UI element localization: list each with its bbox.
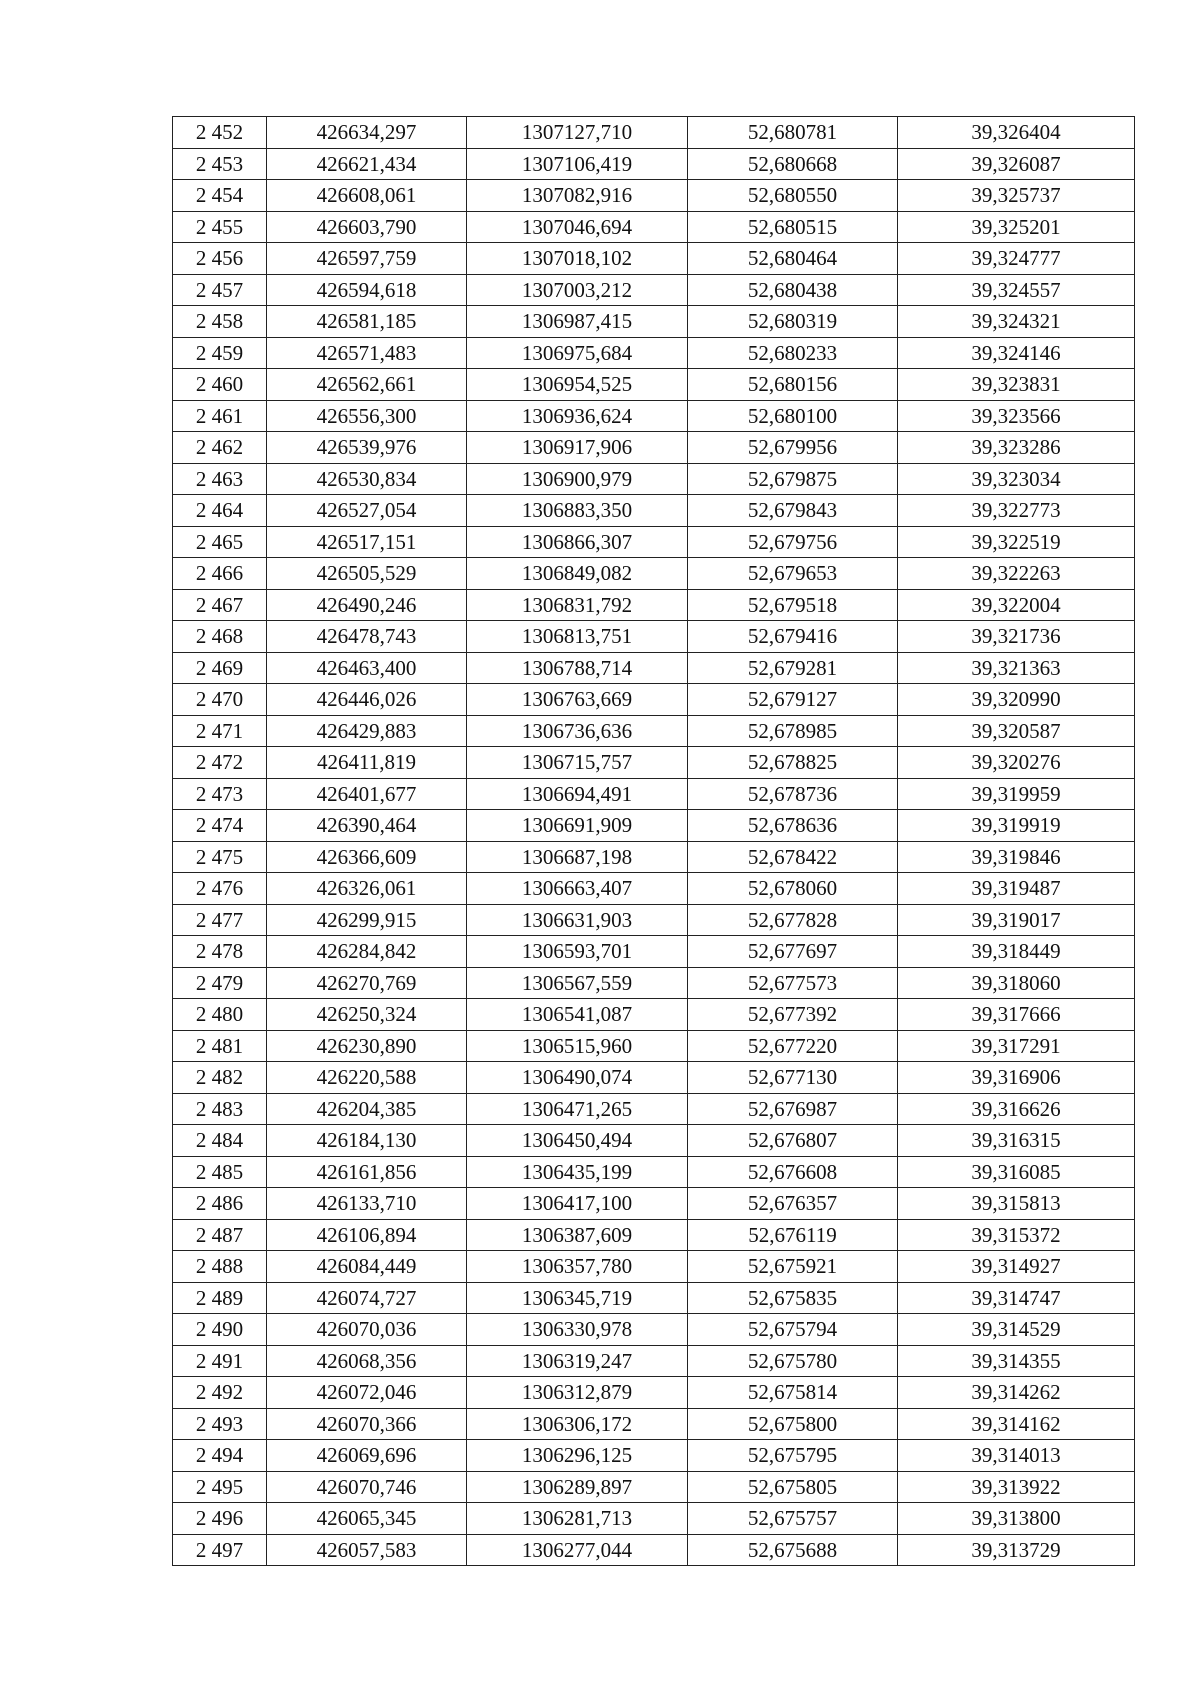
x-coordinate-cell: 426366,609: [267, 841, 467, 873]
y-coordinate-cell: 1306312,879: [467, 1377, 688, 1409]
point-number-cell: 2 464: [173, 495, 267, 527]
y-coordinate-cell: 1306593,701: [467, 936, 688, 968]
table-row: [173, 1440, 1135, 1472]
table-row: [173, 1503, 1135, 1535]
x-coordinate-cell: 426411,819: [267, 747, 467, 779]
table-row: [173, 589, 1135, 621]
point-number-cell: 2 492: [173, 1377, 267, 1409]
x-coordinate-cell: 426106,894: [267, 1219, 467, 1251]
y-coordinate-cell: 1307082,916: [467, 180, 688, 212]
x-coordinate-cell: 426562,661: [267, 369, 467, 401]
x-coordinate-cell: 426284,842: [267, 936, 467, 968]
table-row: [173, 1156, 1135, 1188]
x-coordinate-cell: 426603,790: [267, 211, 467, 243]
point-number-cell: 2 473: [173, 778, 267, 810]
y-coordinate-cell: 1306319,247: [467, 1345, 688, 1377]
y-coordinate-cell: 1306866,307: [467, 526, 688, 558]
latitude-cell: 52,675795: [688, 1440, 898, 1472]
y-coordinate-cell: 1306515,960: [467, 1030, 688, 1062]
latitude-cell: 52,678985: [688, 715, 898, 747]
y-coordinate-cell: 1307018,102: [467, 243, 688, 275]
x-coordinate-cell: 426184,130: [267, 1125, 467, 1157]
latitude-cell: 52,675688: [688, 1534, 898, 1566]
point-number-cell: 2 487: [173, 1219, 267, 1251]
coordinates-table-body: [173, 117, 1135, 1566]
latitude-cell: 52,675757: [688, 1503, 898, 1535]
point-number-cell: 2 466: [173, 558, 267, 590]
table-row: [173, 936, 1135, 968]
table-row: [173, 1534, 1135, 1566]
x-coordinate-cell: 426429,883: [267, 715, 467, 747]
y-coordinate-cell: 1306567,559: [467, 967, 688, 999]
longitude-cell: 39,314162: [898, 1408, 1135, 1440]
latitude-cell: 52,676119: [688, 1219, 898, 1251]
y-coordinate-cell: 1306296,125: [467, 1440, 688, 1472]
point-number-cell: 2 484: [173, 1125, 267, 1157]
x-coordinate-cell: 426133,710: [267, 1188, 467, 1220]
x-coordinate-cell: 426634,297: [267, 117, 467, 149]
y-coordinate-cell: 1306987,415: [467, 306, 688, 338]
point-number-cell: 2 491: [173, 1345, 267, 1377]
table-row: [173, 400, 1135, 432]
table-row: [173, 117, 1135, 149]
y-coordinate-cell: 1306490,074: [467, 1062, 688, 1094]
longitude-cell: 39,316315: [898, 1125, 1135, 1157]
table-row: [173, 495, 1135, 527]
table-row: [173, 211, 1135, 243]
table-row: [173, 432, 1135, 464]
y-coordinate-cell: 1306936,624: [467, 400, 688, 432]
y-coordinate-cell: 1307106,419: [467, 148, 688, 180]
x-coordinate-cell: 426401,677: [267, 778, 467, 810]
latitude-cell: 52,675794: [688, 1314, 898, 1346]
longitude-cell: 39,320990: [898, 684, 1135, 716]
x-coordinate-cell: 426597,759: [267, 243, 467, 275]
latitude-cell: 52,680233: [688, 337, 898, 369]
y-coordinate-cell: 1306541,087: [467, 999, 688, 1031]
table-row: [173, 778, 1135, 810]
point-number-cell: 2 476: [173, 873, 267, 905]
x-coordinate-cell: 426250,324: [267, 999, 467, 1031]
x-coordinate-cell: 426161,856: [267, 1156, 467, 1188]
y-coordinate-cell: 1306663,407: [467, 873, 688, 905]
point-number-cell: 2 456: [173, 243, 267, 275]
point-number-cell: 2 463: [173, 463, 267, 495]
longitude-cell: 39,319959: [898, 778, 1135, 810]
latitude-cell: 52,679653: [688, 558, 898, 590]
latitude-cell: 52,678825: [688, 747, 898, 779]
point-number-cell: 2 455: [173, 211, 267, 243]
y-coordinate-cell: 1307127,710: [467, 117, 688, 149]
table-row: [173, 652, 1135, 684]
y-coordinate-cell: 1306763,669: [467, 684, 688, 716]
x-coordinate-cell: 426446,026: [267, 684, 467, 716]
point-number-cell: 2 474: [173, 810, 267, 842]
longitude-cell: 39,314262: [898, 1377, 1135, 1409]
point-number-cell: 2 481: [173, 1030, 267, 1062]
latitude-cell: 52,675805: [688, 1471, 898, 1503]
table-row: [173, 1408, 1135, 1440]
point-number-cell: 2 460: [173, 369, 267, 401]
y-coordinate-cell: 1306306,172: [467, 1408, 688, 1440]
x-coordinate-cell: 426270,769: [267, 967, 467, 999]
x-coordinate-cell: 426070,036: [267, 1314, 467, 1346]
table-row: [173, 558, 1135, 590]
point-number-cell: 2 468: [173, 621, 267, 653]
longitude-cell: 39,318060: [898, 967, 1135, 999]
longitude-cell: 39,321363: [898, 652, 1135, 684]
table-row: [173, 1471, 1135, 1503]
longitude-cell: 39,326404: [898, 117, 1135, 149]
longitude-cell: 39,319487: [898, 873, 1135, 905]
latitude-cell: 52,677130: [688, 1062, 898, 1094]
point-number-cell: 2 469: [173, 652, 267, 684]
y-coordinate-cell: 1306715,757: [467, 747, 688, 779]
table-row: [173, 1125, 1135, 1157]
latitude-cell: 52,679416: [688, 621, 898, 653]
latitude-cell: 52,680550: [688, 180, 898, 212]
x-coordinate-cell: 426057,583: [267, 1534, 467, 1566]
latitude-cell: 52,679756: [688, 526, 898, 558]
y-coordinate-cell: 1307046,694: [467, 211, 688, 243]
x-coordinate-cell: 426070,366: [267, 1408, 467, 1440]
latitude-cell: 52,680668: [688, 148, 898, 180]
table-row: [173, 1345, 1135, 1377]
longitude-cell: 39,314013: [898, 1440, 1135, 1472]
longitude-cell: 39,315372: [898, 1219, 1135, 1251]
y-coordinate-cell: 1306330,978: [467, 1314, 688, 1346]
point-number-cell: 2 482: [173, 1062, 267, 1094]
point-number-cell: 2 454: [173, 180, 267, 212]
table-row: [173, 810, 1135, 842]
point-number-cell: 2 490: [173, 1314, 267, 1346]
longitude-cell: 39,317291: [898, 1030, 1135, 1062]
x-coordinate-cell: 426530,834: [267, 463, 467, 495]
point-number-cell: 2 475: [173, 841, 267, 873]
table-row: [173, 1062, 1135, 1094]
table-row: [173, 369, 1135, 401]
table-row: [173, 747, 1135, 779]
table-row: [173, 337, 1135, 369]
y-coordinate-cell: 1306345,719: [467, 1282, 688, 1314]
table-row: [173, 243, 1135, 275]
table-row: [173, 999, 1135, 1031]
table-row: [173, 1314, 1135, 1346]
y-coordinate-cell: 1306694,491: [467, 778, 688, 810]
x-coordinate-cell: 426084,449: [267, 1251, 467, 1283]
latitude-cell: 52,675814: [688, 1377, 898, 1409]
x-coordinate-cell: 426230,890: [267, 1030, 467, 1062]
longitude-cell: 39,316626: [898, 1093, 1135, 1125]
point-number-cell: 2 452: [173, 117, 267, 149]
y-coordinate-cell: 1306387,609: [467, 1219, 688, 1251]
latitude-cell: 52,675780: [688, 1345, 898, 1377]
longitude-cell: 39,322519: [898, 526, 1135, 558]
latitude-cell: 52,679518: [688, 589, 898, 621]
y-coordinate-cell: 1306631,903: [467, 904, 688, 936]
point-number-cell: 2 467: [173, 589, 267, 621]
latitude-cell: 52,680319: [688, 306, 898, 338]
latitude-cell: 52,676608: [688, 1156, 898, 1188]
x-coordinate-cell: 426069,696: [267, 1440, 467, 1472]
x-coordinate-cell: 426072,046: [267, 1377, 467, 1409]
point-number-cell: 2 495: [173, 1471, 267, 1503]
table-row: [173, 1219, 1135, 1251]
point-number-cell: 2 461: [173, 400, 267, 432]
longitude-cell: 39,319017: [898, 904, 1135, 936]
longitude-cell: 39,314529: [898, 1314, 1135, 1346]
longitude-cell: 39,322263: [898, 558, 1135, 590]
y-coordinate-cell: 1306289,897: [467, 1471, 688, 1503]
longitude-cell: 39,313800: [898, 1503, 1135, 1535]
y-coordinate-cell: 1306900,979: [467, 463, 688, 495]
y-coordinate-cell: 1306471,265: [467, 1093, 688, 1125]
y-coordinate-cell: 1306357,780: [467, 1251, 688, 1283]
y-coordinate-cell: 1307003,212: [467, 274, 688, 306]
longitude-cell: 39,314747: [898, 1282, 1135, 1314]
table-row: [173, 1282, 1135, 1314]
longitude-cell: 39,314927: [898, 1251, 1135, 1283]
longitude-cell: 39,325737: [898, 180, 1135, 212]
point-number-cell: 2 472: [173, 747, 267, 779]
longitude-cell: 39,324321: [898, 306, 1135, 338]
point-number-cell: 2 459: [173, 337, 267, 369]
x-coordinate-cell: 426220,588: [267, 1062, 467, 1094]
y-coordinate-cell: 1306831,792: [467, 589, 688, 621]
latitude-cell: 52,675835: [688, 1282, 898, 1314]
x-coordinate-cell: 426478,743: [267, 621, 467, 653]
x-coordinate-cell: 426299,915: [267, 904, 467, 936]
latitude-cell: 52,678736: [688, 778, 898, 810]
longitude-cell: 39,324146: [898, 337, 1135, 369]
table-row: [173, 1030, 1135, 1062]
latitude-cell: 52,680781: [688, 117, 898, 149]
longitude-cell: 39,316085: [898, 1156, 1135, 1188]
table-row: [173, 274, 1135, 306]
table-row: [173, 180, 1135, 212]
y-coordinate-cell: 1306417,100: [467, 1188, 688, 1220]
table-row: [173, 684, 1135, 716]
table-row: [173, 1093, 1135, 1125]
latitude-cell: 52,680515: [688, 211, 898, 243]
point-number-cell: 2 496: [173, 1503, 267, 1535]
longitude-cell: 39,323831: [898, 369, 1135, 401]
latitude-cell: 52,679875: [688, 463, 898, 495]
y-coordinate-cell: 1306813,751: [467, 621, 688, 653]
table-row: [173, 148, 1135, 180]
table-row: [173, 1377, 1135, 1409]
latitude-cell: 52,676357: [688, 1188, 898, 1220]
longitude-cell: 39,325201: [898, 211, 1135, 243]
coordinates-table: [172, 116, 1135, 1566]
y-coordinate-cell: 1306450,494: [467, 1125, 688, 1157]
y-coordinate-cell: 1306281,713: [467, 1503, 688, 1535]
y-coordinate-cell: 1306975,684: [467, 337, 688, 369]
y-coordinate-cell: 1306883,350: [467, 495, 688, 527]
x-coordinate-cell: 426068,356: [267, 1345, 467, 1377]
y-coordinate-cell: 1306277,044: [467, 1534, 688, 1566]
latitude-cell: 52,679281: [688, 652, 898, 684]
x-coordinate-cell: 426490,246: [267, 589, 467, 621]
y-coordinate-cell: 1306691,909: [467, 810, 688, 842]
x-coordinate-cell: 426594,618: [267, 274, 467, 306]
latitude-cell: 52,680438: [688, 274, 898, 306]
longitude-cell: 39,322004: [898, 589, 1135, 621]
point-number-cell: 2 477: [173, 904, 267, 936]
longitude-cell: 39,323286: [898, 432, 1135, 464]
point-number-cell: 2 479: [173, 967, 267, 999]
point-number-cell: 2 453: [173, 148, 267, 180]
longitude-cell: 39,318449: [898, 936, 1135, 968]
point-number-cell: 2 488: [173, 1251, 267, 1283]
latitude-cell: 52,677697: [688, 936, 898, 968]
table-row: [173, 1188, 1135, 1220]
point-number-cell: 2 494: [173, 1440, 267, 1472]
longitude-cell: 39,313729: [898, 1534, 1135, 1566]
table-row: [173, 526, 1135, 558]
table-row: [173, 904, 1135, 936]
point-number-cell: 2 471: [173, 715, 267, 747]
latitude-cell: 52,675921: [688, 1251, 898, 1283]
longitude-cell: 39,315813: [898, 1188, 1135, 1220]
latitude-cell: 52,677828: [688, 904, 898, 936]
table-row: [173, 967, 1135, 999]
table-row: [173, 621, 1135, 653]
latitude-cell: 52,680100: [688, 400, 898, 432]
table-row: [173, 306, 1135, 338]
point-number-cell: 2 485: [173, 1156, 267, 1188]
latitude-cell: 52,679956: [688, 432, 898, 464]
latitude-cell: 52,675800: [688, 1408, 898, 1440]
point-number-cell: 2 457: [173, 274, 267, 306]
longitude-cell: 39,314355: [898, 1345, 1135, 1377]
x-coordinate-cell: 426539,976: [267, 432, 467, 464]
y-coordinate-cell: 1306736,636: [467, 715, 688, 747]
longitude-cell: 39,322773: [898, 495, 1135, 527]
point-number-cell: 2 480: [173, 999, 267, 1031]
x-coordinate-cell: 426074,727: [267, 1282, 467, 1314]
latitude-cell: 52,677392: [688, 999, 898, 1031]
table-row: [173, 715, 1135, 747]
x-coordinate-cell: 426556,300: [267, 400, 467, 432]
latitude-cell: 52,676807: [688, 1125, 898, 1157]
longitude-cell: 39,316906: [898, 1062, 1135, 1094]
x-coordinate-cell: 426621,434: [267, 148, 467, 180]
latitude-cell: 52,678422: [688, 841, 898, 873]
longitude-cell: 39,313922: [898, 1471, 1135, 1503]
table-row: [173, 1251, 1135, 1283]
point-number-cell: 2 497: [173, 1534, 267, 1566]
y-coordinate-cell: 1306687,198: [467, 841, 688, 873]
longitude-cell: 39,321736: [898, 621, 1135, 653]
y-coordinate-cell: 1306917,906: [467, 432, 688, 464]
table-row: [173, 841, 1135, 873]
point-number-cell: 2 470: [173, 684, 267, 716]
point-number-cell: 2 465: [173, 526, 267, 558]
latitude-cell: 52,677573: [688, 967, 898, 999]
point-number-cell: 2 483: [173, 1093, 267, 1125]
latitude-cell: 52,676987: [688, 1093, 898, 1125]
y-coordinate-cell: 1306849,082: [467, 558, 688, 590]
longitude-cell: 39,317666: [898, 999, 1135, 1031]
x-coordinate-cell: 426326,061: [267, 873, 467, 905]
latitude-cell: 52,679843: [688, 495, 898, 527]
longitude-cell: 39,320587: [898, 715, 1135, 747]
point-number-cell: 2 458: [173, 306, 267, 338]
latitude-cell: 52,680464: [688, 243, 898, 275]
longitude-cell: 39,323566: [898, 400, 1135, 432]
latitude-cell: 52,677220: [688, 1030, 898, 1062]
latitude-cell: 52,679127: [688, 684, 898, 716]
point-number-cell: 2 486: [173, 1188, 267, 1220]
longitude-cell: 39,319846: [898, 841, 1135, 873]
longitude-cell: 39,326087: [898, 148, 1135, 180]
latitude-cell: 52,680156: [688, 369, 898, 401]
x-coordinate-cell: 426204,385: [267, 1093, 467, 1125]
longitude-cell: 39,324557: [898, 274, 1135, 306]
point-number-cell: 2 462: [173, 432, 267, 464]
latitude-cell: 52,678636: [688, 810, 898, 842]
x-coordinate-cell: 426517,151: [267, 526, 467, 558]
x-coordinate-cell: 426463,400: [267, 652, 467, 684]
longitude-cell: 39,324777: [898, 243, 1135, 275]
point-number-cell: 2 489: [173, 1282, 267, 1314]
latitude-cell: 52,678060: [688, 873, 898, 905]
point-number-cell: 2 478: [173, 936, 267, 968]
x-coordinate-cell: 426070,746: [267, 1471, 467, 1503]
x-coordinate-cell: 426065,345: [267, 1503, 467, 1535]
longitude-cell: 39,320276: [898, 747, 1135, 779]
table-row: [173, 873, 1135, 905]
x-coordinate-cell: 426581,185: [267, 306, 467, 338]
longitude-cell: 39,323034: [898, 463, 1135, 495]
table-row: [173, 463, 1135, 495]
x-coordinate-cell: 426571,483: [267, 337, 467, 369]
point-number-cell: 2 493: [173, 1408, 267, 1440]
y-coordinate-cell: 1306435,199: [467, 1156, 688, 1188]
y-coordinate-cell: 1306954,525: [467, 369, 688, 401]
longitude-cell: 39,319919: [898, 810, 1135, 842]
x-coordinate-cell: 426505,529: [267, 558, 467, 590]
x-coordinate-cell: 426527,054: [267, 495, 467, 527]
y-coordinate-cell: 1306788,714: [467, 652, 688, 684]
x-coordinate-cell: 426390,464: [267, 810, 467, 842]
x-coordinate-cell: 426608,061: [267, 180, 467, 212]
